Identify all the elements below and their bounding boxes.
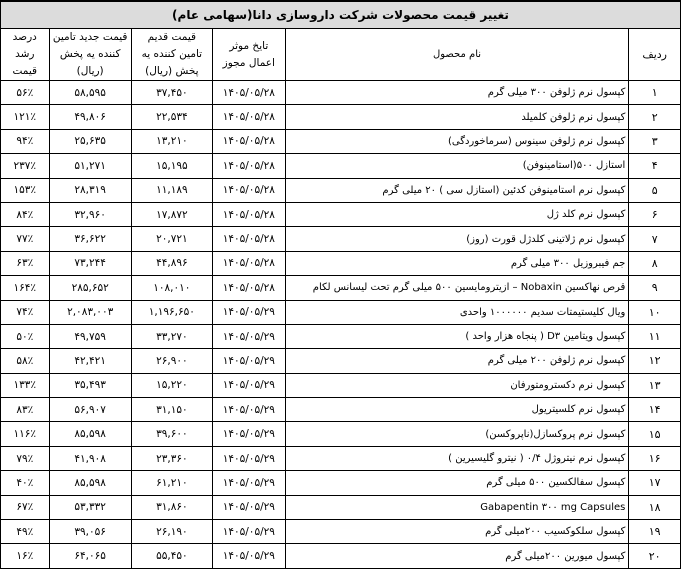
product-name-cell: استازل ۵۰۰(استامینوفن) — [285, 154, 629, 178]
product-name-cell: کپسول سفالکسین ۵۰۰ میلی گرم — [285, 471, 629, 495]
growth-percent-cell: ۷۷٪ — [1, 227, 50, 251]
effective-date-cell: ۱۴۰۵/۰۵/۲۸ — [212, 178, 285, 202]
table-row — [1, 446, 681, 470]
row-number-cell: ۱۵ — [629, 422, 681, 446]
growth-percent-cell: ۶۳٪ — [1, 251, 50, 275]
growth-percent-cell: ۷۹٪ — [1, 446, 50, 470]
growth-percent-cell: ۹۴٪ — [1, 129, 50, 153]
effective-date-cell: ۱۴۰۵/۰۵/۲۸ — [212, 276, 285, 300]
effective-date-cell: ۱۴۰۵/۰۵/۲۹ — [212, 495, 285, 519]
product-name-cell: کپسول نرم نیتروژل ۰/۴ ( نیترو گلیسیرین ) — [285, 446, 629, 470]
new-price-cell: ۳۵,۴۹۳ — [49, 373, 131, 397]
growth-percent-cell: ۴۰٪ — [1, 471, 50, 495]
new-price-cell: ۵۶,۹۰۷ — [49, 398, 131, 422]
table-row — [1, 324, 681, 348]
growth-percent-cell: ۴۹٪ — [1, 520, 50, 544]
product-name-cell: کپسول ویتامین D۳ ( پنجاه هزار واحد ) — [285, 324, 629, 348]
growth-percent-cell: ۱۶٪ — [1, 544, 50, 568]
growth-percent-cell: ۷۴٪ — [1, 300, 50, 324]
table-row — [1, 129, 681, 153]
effective-date-cell: ۱۴۰۵/۰۵/۲۸ — [212, 227, 285, 251]
product-name-cell: کپسول سلکوکسیب ۲۰۰میلی گرم — [285, 520, 629, 544]
row-number-cell: ۱۳ — [629, 373, 681, 397]
title-row — [1, 1, 681, 29]
new-price-cell: ۴۲,۴۲۱ — [49, 349, 131, 373]
growth-percent-cell: ۶۷٪ — [1, 495, 50, 519]
effective-date-cell: ۱۴۰۵/۰۵/۲۹ — [212, 520, 285, 544]
header-row-number: ردیف — [629, 29, 681, 81]
row-number-cell: ۷ — [629, 227, 681, 251]
effective-date-cell: ۱۴۰۵/۰۵/۲۸ — [212, 81, 285, 105]
growth-percent-cell: ۸۴٪ — [1, 202, 50, 226]
effective-date-cell: ۱۴۰۵/۰۵/۲۸ — [212, 105, 285, 129]
table-row — [1, 276, 681, 300]
old-price-cell: ۱۵,۲۲۰ — [131, 373, 212, 397]
old-price-cell: ۱۰۸,۰۱۰ — [131, 276, 212, 300]
product-name-cell: Gabapentin ۳۰۰ mg Capsules — [285, 495, 629, 519]
row-number-cell: ۱ — [629, 81, 681, 105]
new-price-cell: ۵۳,۳۳۲ — [49, 495, 131, 519]
header-row — [1, 29, 681, 81]
table-row — [1, 227, 681, 251]
effective-date-cell: ۱۴۰۵/۰۵/۲۹ — [212, 422, 285, 446]
table-row — [1, 373, 681, 397]
old-price-cell: ۲۶,۹۰۰ — [131, 349, 212, 373]
growth-percent-cell: ۱۲۱٪ — [1, 105, 50, 129]
table-row — [1, 81, 681, 105]
old-price-cell: ۵۵,۴۵۰ — [131, 544, 212, 568]
new-price-cell: ۷۳,۲۴۴ — [49, 251, 131, 275]
product-name-cell: قرص نهاکسین Nobaxin – ازیترومایسین ۵۰۰ میلی گرم تحت لیسانس لکام — [285, 276, 629, 300]
table-row — [1, 495, 681, 519]
new-price-cell: ۸۵,۵۹۸ — [49, 422, 131, 446]
effective-date-cell: ۱۴۰۵/۰۵/۲۹ — [212, 373, 285, 397]
effective-date-cell: ۱۴۰۵/۰۵/۲۹ — [212, 324, 285, 348]
row-number-cell: ۲ — [629, 105, 681, 129]
growth-percent-cell: ۲۳۷٪ — [1, 154, 50, 178]
old-price-cell: ۳۹,۶۰۰ — [131, 422, 212, 446]
row-number-cell: ۱۸ — [629, 495, 681, 519]
old-price-cell: ۲۲,۵۳۴ — [131, 105, 212, 129]
row-number-cell: ۱۴ — [629, 398, 681, 422]
table-row — [1, 398, 681, 422]
header-new-price: قیمت جدید تامین کننده یه پخش (ریال) — [49, 29, 131, 81]
header-old-price: قیمت قدیم تامین کننده یه پخش (ریال) — [131, 29, 212, 81]
table-row — [1, 544, 681, 568]
row-number-cell: ۱۹ — [629, 520, 681, 544]
growth-percent-cell: ۱۱۶٪ — [1, 422, 50, 446]
new-price-cell: ۴۹,۸۰۶ — [49, 105, 131, 129]
new-price-cell: ۵۱,۲۷۱ — [49, 154, 131, 178]
product-name-cell: کپسول نرم کلد ژل — [285, 202, 629, 226]
old-price-cell: ۶۱,۲۱۰ — [131, 471, 212, 495]
growth-percent-cell: ۵۶٪ — [1, 81, 50, 105]
old-price-cell: ۴۴,۸۹۶ — [131, 251, 212, 275]
product-name-cell: کپسول نرم استامینوفن کدئین (استازل سی ) ۲۰ میلی گرم — [285, 178, 629, 202]
effective-date-cell: ۱۴۰۵/۰۵/۲۸ — [212, 129, 285, 153]
product-name-cell: کپسول نرم ژلاتینی کلدژل قورت (روز) — [285, 227, 629, 251]
new-price-cell: ۳۹,۰۵۶ — [49, 520, 131, 544]
effective-date-cell: ۱۴۰۵/۰۵/۲۸ — [212, 154, 285, 178]
new-price-cell: ۳۲,۹۶۰ — [49, 202, 131, 226]
row-number-cell: ۱۱ — [629, 324, 681, 348]
product-name-cell: کپسول نرم دکسترومتورفان — [285, 373, 629, 397]
effective-date-cell: ۱۴۰۵/۰۵/۲۹ — [212, 471, 285, 495]
row-number-cell: ۲۰ — [629, 544, 681, 568]
new-price-cell: ۲۸۵,۶۵۲ — [49, 276, 131, 300]
effective-date-cell: ۱۴۰۵/۰۵/۲۹ — [212, 544, 285, 568]
product-name-cell: ویال کلیستیمتات سدیم ۱۰۰۰۰۰۰ واحدی — [285, 300, 629, 324]
table-title: تغییر قیمت محصولات شرکت داروسازی دانا(سهامی عام) — [1, 1, 681, 29]
product-name-cell: کپسول نرم ژلوفن سینوس (سرماخوردگی) — [285, 129, 629, 153]
old-price-cell: ۱۳,۲۱۰ — [131, 129, 212, 153]
row-number-cell: ۱۲ — [629, 349, 681, 373]
product-name-cell: جم فیبروزیل ۳۰۰ میلی گرم — [285, 251, 629, 275]
new-price-cell: ۲,۰۸۳,۰۰۳ — [49, 300, 131, 324]
old-price-cell: ۲۶,۱۹۰ — [131, 520, 212, 544]
new-price-cell: ۳۶,۶۲۲ — [49, 227, 131, 251]
row-number-cell: ۱۶ — [629, 446, 681, 470]
old-price-cell: ۳۱,۱۵۰ — [131, 398, 212, 422]
header-growth-percent: درصد رشد قیمت — [1, 29, 50, 81]
effective-date-cell: ۱۴۰۵/۰۵/۲۹ — [212, 446, 285, 470]
old-price-cell: ۱۱,۱۸۹ — [131, 178, 212, 202]
table-row — [1, 349, 681, 373]
table-row — [1, 300, 681, 324]
product-name-cell: کپسول میورین ۲۰۰میلی گرم — [285, 544, 629, 568]
product-name-cell: کپسول نرم کلسیتریول — [285, 398, 629, 422]
product-name-cell: کپسول نرم ژلوفن کلمیلد — [285, 105, 629, 129]
effective-date-cell: ۱۴۰۵/۰۵/۲۹ — [212, 349, 285, 373]
table-row — [1, 422, 681, 446]
row-number-cell: ۳ — [629, 129, 681, 153]
growth-percent-cell: ۱۳۳٪ — [1, 373, 50, 397]
new-price-cell: ۴۹,۷۵۹ — [49, 324, 131, 348]
new-price-cell: ۶۴,۰۶۵ — [49, 544, 131, 568]
effective-date-cell: ۱۴۰۵/۰۵/۲۸ — [212, 251, 285, 275]
table-row — [1, 202, 681, 226]
table-row — [1, 105, 681, 129]
product-name-cell: کپسول نرم ژلوفن ۲۰۰ میلی گرم — [285, 349, 629, 373]
table-row — [1, 178, 681, 202]
row-number-cell: ۱۷ — [629, 471, 681, 495]
new-price-cell: ۸۵,۵۹۸ — [49, 471, 131, 495]
table-row — [1, 251, 681, 275]
row-number-cell: ۶ — [629, 202, 681, 226]
table-row — [1, 471, 681, 495]
product-name-cell: کپسول نرم ژلوفن ۳۰۰ میلی گرم — [285, 81, 629, 105]
growth-percent-cell: ۵۰٪ — [1, 324, 50, 348]
effective-date-cell: ۱۴۰۵/۰۵/۲۸ — [212, 202, 285, 226]
row-number-cell: ۹ — [629, 276, 681, 300]
effective-date-cell: ۱۴۰۵/۰۵/۲۹ — [212, 300, 285, 324]
table-row — [1, 154, 681, 178]
new-price-cell: ۵۸,۵۹۵ — [49, 81, 131, 105]
product-name-cell: کپسول نرم پروکسازل(ناپروکسن) — [285, 422, 629, 446]
old-price-cell: ۲۰,۷۲۱ — [131, 227, 212, 251]
new-price-cell: ۲۵,۶۳۵ — [49, 129, 131, 153]
header-product-name: نام محصول — [285, 29, 629, 81]
growth-percent-cell: ۸۳٪ — [1, 398, 50, 422]
row-number-cell: ۱۰ — [629, 300, 681, 324]
old-price-cell: ۱۵,۱۹۵ — [131, 154, 212, 178]
old-price-cell: ۱۷,۸۷۲ — [131, 202, 212, 226]
row-number-cell: ۴ — [629, 154, 681, 178]
old-price-cell: ۳۷,۴۵۰ — [131, 81, 212, 105]
old-price-cell: ۱,۱۹۶,۶۵۰ — [131, 300, 212, 324]
row-number-cell: ۵ — [629, 178, 681, 202]
growth-percent-cell: ۱۵۳٪ — [1, 178, 50, 202]
growth-percent-cell: ۵۸٪ — [1, 349, 50, 373]
new-price-cell: ۴۱,۹۰۸ — [49, 446, 131, 470]
table-row — [1, 520, 681, 544]
old-price-cell: ۲۳,۳۶۰ — [131, 446, 212, 470]
old-price-cell: ۳۱,۸۶۰ — [131, 495, 212, 519]
effective-date-cell: ۱۴۰۵/۰۵/۲۹ — [212, 398, 285, 422]
old-price-cell: ۳۳,۲۷۰ — [131, 324, 212, 348]
new-price-cell: ۲۸,۳۱۹ — [49, 178, 131, 202]
header-effective-date: تایخ موثر اعمال مجوز — [212, 29, 285, 81]
growth-percent-cell: ۱۶۴٪ — [1, 276, 50, 300]
row-number-cell: ۸ — [629, 251, 681, 275]
